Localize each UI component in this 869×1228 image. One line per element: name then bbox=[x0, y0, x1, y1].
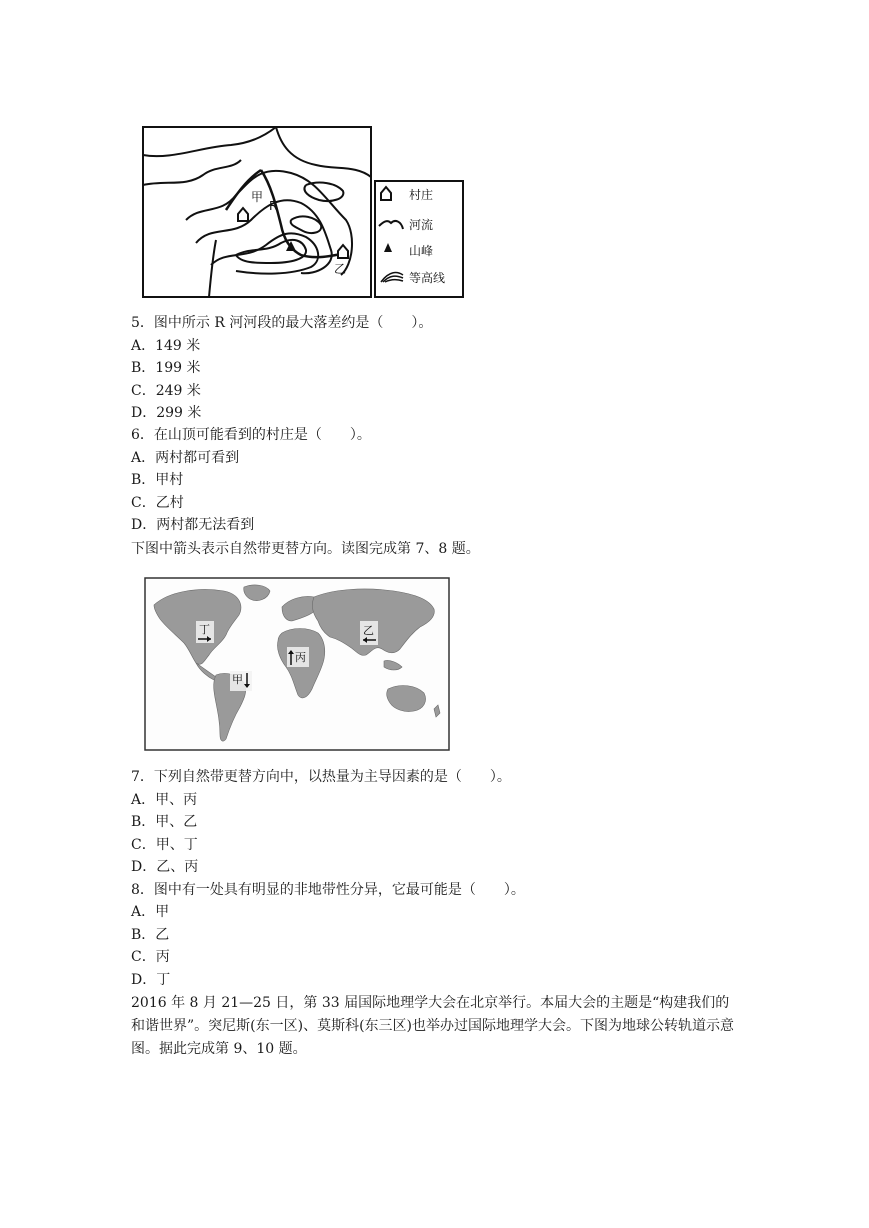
legend-label-peak: 山峰 bbox=[409, 244, 434, 258]
q5-option-d: D．299 米 bbox=[131, 405, 202, 421]
q6-option-b: B．甲村 bbox=[131, 472, 184, 488]
intro-q7-q8: 下图中箭头表示自然带更替方向。读图完成第 7、8 题。 bbox=[131, 541, 480, 557]
q7-option-c: C．甲、丁 bbox=[131, 837, 198, 853]
q5-option-b: B．199 米 bbox=[131, 360, 201, 376]
village-label-yi: 乙 bbox=[334, 262, 347, 276]
q7-option-b: B．甲、乙 bbox=[131, 814, 198, 830]
arrow-yi bbox=[360, 621, 378, 645]
q5-stem: 5．图中所示 R 河河段的最大落差约是（ ）。 bbox=[131, 315, 433, 331]
q7-option-a: A．甲、丙 bbox=[131, 792, 198, 808]
river-label-r: R bbox=[269, 199, 278, 213]
q5-option-c: C．249 米 bbox=[131, 383, 201, 399]
legend-label-contour: 等高线 bbox=[409, 271, 446, 285]
q8-option-d: D．丁 bbox=[131, 972, 171, 988]
contour-map-figure bbox=[141, 125, 465, 300]
arrow-jia bbox=[230, 671, 252, 691]
arrow-bing bbox=[287, 647, 309, 667]
q6-option-a: A．两村都可看到 bbox=[131, 450, 240, 466]
arrow-label-bing: 丙 bbox=[295, 651, 306, 664]
legend-label-river: 河流 bbox=[409, 218, 434, 232]
q6-option-d: D．两村都无法看到 bbox=[131, 517, 255, 533]
q6-option-c: C．乙村 bbox=[131, 495, 184, 511]
q8-option-b: B．乙 bbox=[131, 927, 170, 943]
world-map-figure bbox=[144, 577, 450, 751]
q6-stem: 6．在山顶可能看到的村庄是（ ）。 bbox=[131, 427, 371, 443]
intro-q9-q10: 2016 年 8 月 21—25 日，第 33 届国际地理学大会在北京举行。本届大会的主题是“构建我们的和谐世界”。突尼斯(东一区)、莫斯科(东三区)也举办过国际地理学大会。下图为地球公转轨道示意图。据此完成第 9、10 题。 bbox=[131, 995, 735, 1057]
q7-stem: 7．下列自然带更替方向中，以热量为主导因素的是（ ）。 bbox=[131, 769, 511, 785]
q8-option-a: A．甲 bbox=[131, 904, 170, 920]
village-label-jia: 甲 bbox=[251, 190, 264, 204]
q8-stem: 8．图中有一处具有明显的非地带性分异，它最可能是（ ）。 bbox=[131, 882, 525, 898]
arrow-label-ding: 丁 bbox=[199, 623, 210, 636]
arrow-label-yi: 乙 bbox=[363, 624, 374, 637]
q7-option-d: D．乙、丙 bbox=[131, 859, 199, 875]
arrow-label-jia: 甲 bbox=[232, 673, 243, 686]
q8-option-c: C．丙 bbox=[131, 949, 170, 965]
q5-option-a: A．149 米 bbox=[131, 338, 201, 354]
arrow-ding bbox=[196, 621, 214, 643]
legend-label-village: 村庄 bbox=[409, 188, 434, 202]
